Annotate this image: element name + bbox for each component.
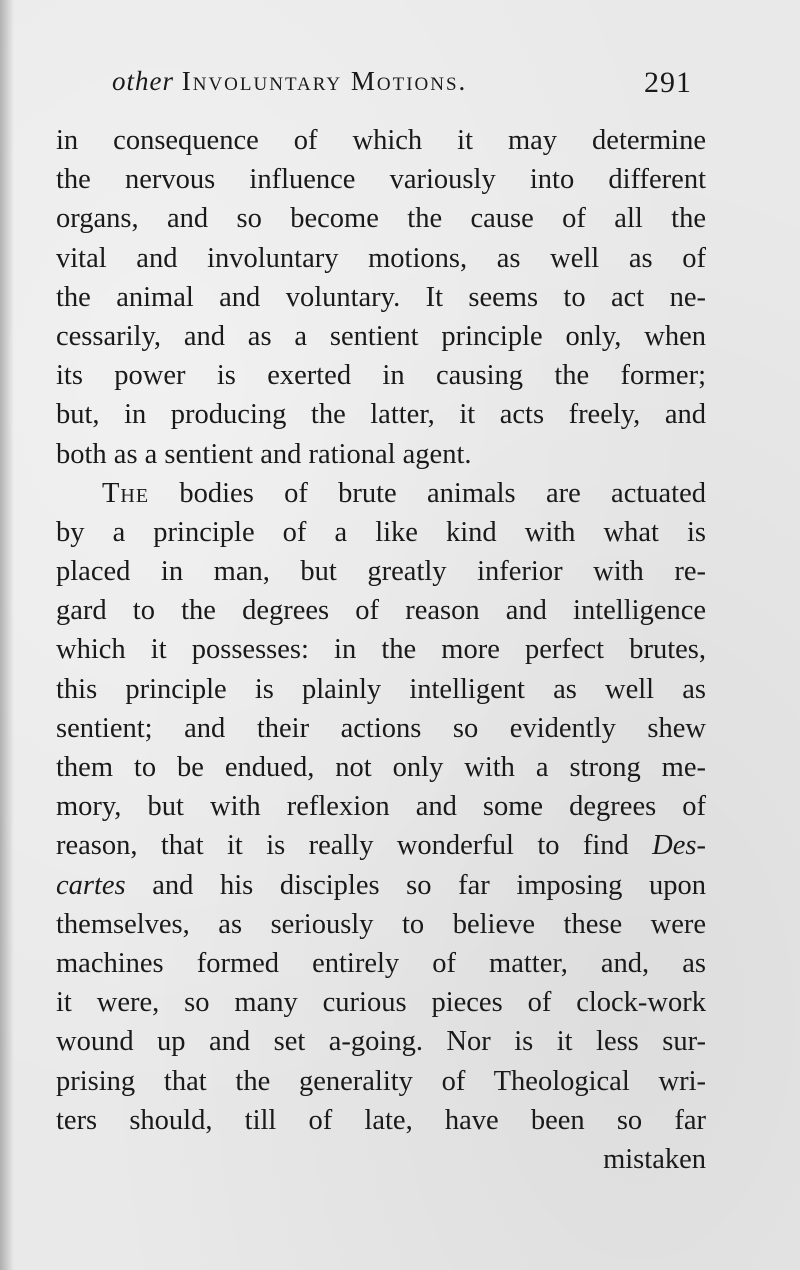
text-line: machines formed entirely of matter, and, as xyxy=(56,947,706,979)
text-line: the animal and voluntary. It seems to act ne- xyxy=(56,281,706,313)
italic-name: Des- xyxy=(652,830,706,862)
text-line: ters should, till of late, have been so far xyxy=(56,1104,706,1136)
paragraph-lead-rest: bodies of brute animals are actuated xyxy=(149,477,706,509)
text-line: wound up and set a-going. Nor is it less sur- xyxy=(56,1026,706,1058)
text-line: themselves, as seriously to believe these were xyxy=(56,908,706,940)
text-line-paragraph-start xyxy=(56,474,706,513)
running-head-italic: other xyxy=(112,66,174,96)
page-header xyxy=(112,66,692,106)
text-line xyxy=(56,826,706,865)
text-line xyxy=(56,866,706,905)
text-line: its power is exerted in causing the former; xyxy=(56,360,706,392)
paragraph-lead-caps: The xyxy=(102,477,150,509)
text-span: reason, that it is really wonderful to find xyxy=(56,830,629,862)
spine-shadow xyxy=(0,0,14,1270)
text-line: but, in producing the latter, it acts freely, and xyxy=(56,399,706,431)
text-line: prising that the generality of Theological wri- xyxy=(56,1065,706,1097)
text-line: mory, but with reflexion and some degrees of xyxy=(56,791,706,823)
text-line: them to be endued, not only with a strong me- xyxy=(56,752,706,783)
text-span: and his disciples so far imposing upon xyxy=(152,869,706,901)
running-head-title: Involuntary Motions. xyxy=(181,66,468,96)
text-line: by a principle of a like kind with what is xyxy=(56,516,706,548)
text-line: gard to the degrees of reason and intelligence xyxy=(56,595,706,627)
text-line: cessarily, and as a sentient principle only, when xyxy=(56,320,706,352)
text-line: placed in man, but greatly inferior with re- xyxy=(56,556,706,588)
italic-name: cartes xyxy=(56,869,126,901)
running-head xyxy=(112,66,467,97)
catchword: mistaken xyxy=(603,1143,706,1175)
text-line: the nervous influence variously into different xyxy=(56,164,706,196)
page-number: 291 xyxy=(644,66,692,99)
text-line: organs, and so become the cause of all the xyxy=(56,203,706,235)
text-line: this principle is plainly intelligent as well as xyxy=(56,673,706,705)
text-line: it were, so many curious pieces of clock-work xyxy=(56,987,706,1019)
body-text xyxy=(56,121,706,1179)
text-line: in consequence of which it may determine xyxy=(56,125,706,156)
text-line: sentient; and their actions so evidently shew xyxy=(56,712,706,744)
text-line: which it possesses: in the more perfect brutes, xyxy=(56,634,706,666)
text-line: both as a sentient and rational agent. xyxy=(56,438,472,470)
text-line: vital and involuntary motions, as well as of xyxy=(56,242,706,274)
